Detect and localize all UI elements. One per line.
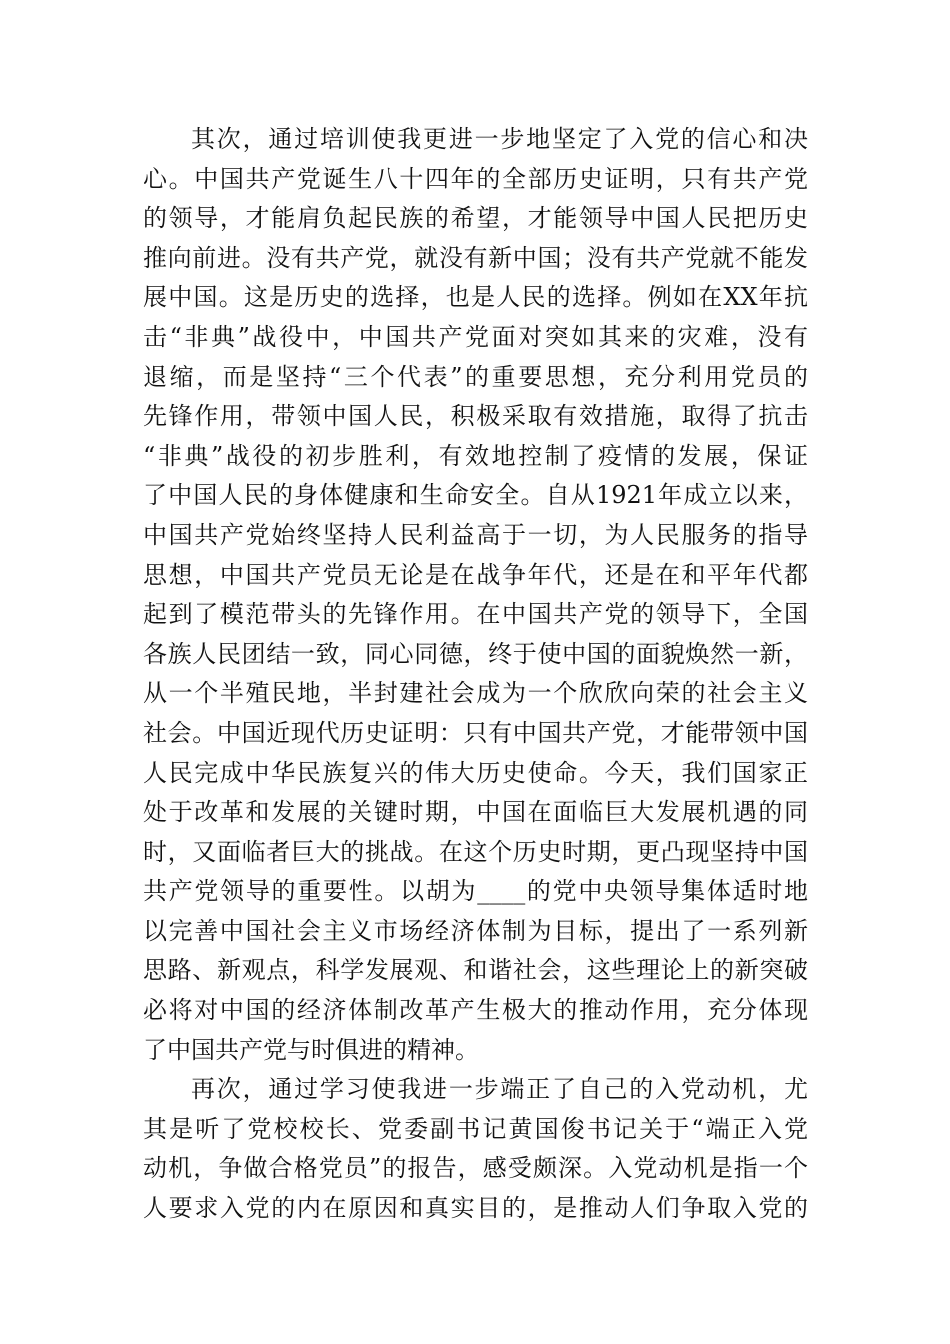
paragraph-line: 先锋作用，带领中国人民，积极采取有效措施，取得了抗击	[143, 402, 808, 431]
paragraph-line: 处于改革和发展的关键时期，中国在面临巨大发展机遇的同	[143, 798, 808, 827]
paragraph-line: 共产党领导的重要性。以胡为____的党中央领导集体适时地	[143, 877, 808, 906]
paragraph-line: 时，又面临者巨大的挑战。在这个历史时期，更凸现坚持中国	[143, 837, 808, 866]
paragraph-line: 思路、新观点，科学发展观、和谐社会，这些理论上的新突破	[143, 956, 808, 985]
paragraph-line: 起到了模范带头的先锋作用。在中国共产党的领导下，全国	[143, 600, 808, 629]
paragraph-line: 动机，争做合格党员”的报告，感受颇深。入党动机是指一个	[143, 1154, 808, 1183]
paragraph-line: 以完善中国社会主义市场经济体制为目标，提出了一系列新	[143, 916, 808, 945]
paragraph-line: 其次，通过培训使我更进一步地坚定了入党的信心和决	[191, 125, 808, 153]
document-body	[143, 120, 808, 1229]
paragraph-line: 退缩，而是坚持“三个代表”的重要思想，充分利用党员的	[143, 362, 808, 391]
paragraph-line: 再次，通过学习使我进一步端正了自己的入党动机，尤	[191, 1075, 808, 1104]
paragraph-line: 人民完成中华民族复兴的伟大历史使命。今天，我们国家正	[143, 758, 808, 787]
paragraph-line: 心。中国共产党诞生八十四年的全部历史证明，只有共产党	[143, 164, 808, 193]
paragraph-line: 展中国。这是历史的选择，也是人民的选择。例如在XX年抗	[143, 283, 808, 312]
paragraph-line: 中国共产党始终坚持人民利益高于一切，为人民服务的指导	[143, 520, 808, 549]
paragraph-line: 的领导，才能肩负起民族的希望，才能领导中国人民把历史	[143, 204, 808, 233]
paragraph-line: 击“非典”战役中，中国共产党面对突如其来的灾难，没有	[143, 322, 808, 351]
paragraph-line: 从一个半殖民地，半封建社会成为一个欣欣向荣的社会主义	[143, 679, 808, 708]
paragraph-line: 了中国共产党与时俱进的精神。	[143, 1035, 479, 1064]
paragraph-line: 其是听了党校校长、党委副书记黄国俊书记关于“端正入党	[143, 1114, 808, 1143]
paragraph-line: 推向前进。没有共产党，就没有新中国；没有共产党就不能发	[143, 243, 808, 272]
paragraph-line: 社会。中国近现代历史证明：只有中国共产党，才能带领中国	[143, 718, 808, 747]
paragraph-line: 各族人民团结一致，同心同德，终于使中国的面貌焕然一新，	[143, 639, 808, 668]
paragraph-line: 思想，中国共产党员无论是在战争年代，还是在和平年代都	[143, 560, 808, 589]
paragraph-line: 了中国人民的身体健康和生命安全。自从1921年成立以来，	[143, 481, 808, 510]
paragraph-line: 人要求入党的内在原因和真实目的，是推动人们争取入党的	[143, 1194, 808, 1223]
paragraph-line: “非典”战役的初步胜利，有效地控制了疫情的发展，保证	[143, 441, 808, 470]
paragraph-line: 必将对中国的经济体制改革产生极大的推动作用，充分体现	[143, 996, 808, 1025]
